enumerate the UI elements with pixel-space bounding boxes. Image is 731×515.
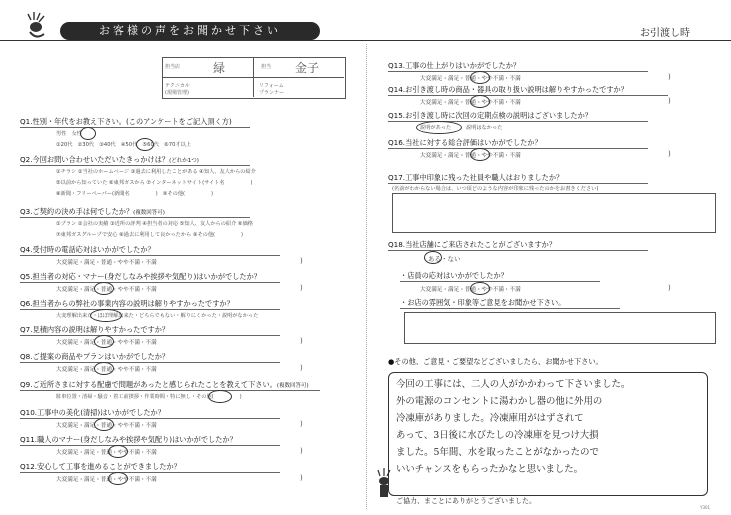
answer-circle: [424, 251, 442, 264]
rating-q4: 大変満足・満足・普通・やや不満・不満: [56, 260, 157, 266]
question-q1: Q1.性別・年代をお教え下さい。(このアンケートをご記入頂く方): [20, 117, 232, 126]
staff-label: 担当: [261, 64, 272, 70]
rating-q13: 大変満足・満足・普通・やや不満・不満: [420, 76, 521, 82]
answer-circle: [80, 127, 96, 140]
underline: [20, 418, 280, 419]
question-q13: Q13.工事の仕上がりはいかがでしたか？: [388, 61, 521, 70]
paren: ): [300, 284, 303, 292]
underline: [20, 165, 250, 166]
answer-circle: [470, 282, 490, 295]
answer-circle: [136, 138, 154, 151]
question-q12: Q12.安心して工事を進めることができましたか？: [20, 462, 181, 471]
underline: [388, 95, 668, 96]
comment-line: ました。5年間、水を取ったことがなかったので: [396, 447, 599, 458]
answer-circle: [470, 95, 490, 108]
answer-circle: [108, 472, 128, 485]
page-title: お客様の声をお聞かせ下さい: [60, 22, 320, 40]
store-value: 緑: [213, 61, 226, 75]
answer-circle: [94, 282, 114, 295]
underline: [400, 281, 600, 282]
paren: ): [300, 337, 303, 345]
question-q16: Q16.当社に対する総合評価はいかがでしたか？: [388, 138, 542, 147]
question-q18a: ・店員の応対はいかがでしたか？: [400, 271, 508, 280]
q3-options-2: ⑦東邦ガスグループで安心 ⑧過去に利用して良かったから ⑨その他( ): [56, 232, 244, 238]
underline: [20, 127, 250, 128]
store-label: 担当店: [165, 64, 181, 70]
rating-q7: 大変満足・満足・普通・やや不満・不満: [56, 340, 157, 346]
answer-circle: [94, 418, 114, 431]
question-q11: Q11.職人のマナー(身だしなみや挨拶や気配り)はいかがでしたか？: [20, 435, 237, 444]
paren: ): [668, 97, 671, 105]
comment-line: 今回の工事には、二人の人がかかわって下さいました。: [396, 379, 631, 390]
rating-q8: 大変満足・満足・普通・やや不満・不満: [56, 367, 157, 373]
underline: [388, 183, 648, 184]
handover-label: お引渡し時: [640, 28, 690, 39]
q15-no: 説明はなかった: [466, 125, 503, 131]
q9-options: 駐車位置・清掃・騒音・着工前挨拶・作業時間・特に無し・その他( ): [56, 394, 242, 400]
column-divider: [366, 44, 367, 509]
question-q8: Q8.ご提案の商品やプランはいかがでしたか？: [20, 352, 170, 361]
page-number: Y301: [700, 505, 711, 510]
paren: ): [300, 257, 303, 265]
underline: [20, 309, 280, 310]
answer-circle: [108, 445, 128, 458]
question-q7: Q7.見積内容の説明は解りやすかったですか？: [20, 325, 170, 334]
paren: ): [300, 474, 303, 482]
answer-circle: [470, 148, 490, 161]
question-q6: Q6.担当者からの弊社の事業内容の説明は解りやすかったですか？: [20, 299, 234, 308]
q6-options: 大変理解出来た・ほぼ理解出来た・どちらでもない・解りにくかった・説明がなかった: [56, 313, 259, 319]
rating-q14: 大変満足・満足・普通・やや不満・不満: [420, 100, 521, 106]
q18-options: ある・ない: [428, 255, 461, 263]
rating-q5: 大変満足・満足・普通・やや不満・不満: [56, 287, 157, 293]
question-q5: Q5.担当者の対応・マナー(身だしなみや挨拶や気配り)はいかがでしたか？: [20, 272, 261, 281]
rating-q16: 大変満足・満足・普通・やや不満・不満: [420, 153, 521, 159]
answer-circle: [94, 335, 114, 348]
underline: [388, 148, 648, 149]
underline: [20, 255, 280, 256]
deer-footer-icon: [372, 468, 396, 502]
other-comments-prompt: ●その他、ご意見・ご要望などございましたら、お聞かせ下さい。: [388, 357, 603, 366]
answer-circle: [94, 362, 114, 375]
paren: ): [668, 284, 671, 292]
rating-q18a: 大変満足・満足・普通・やや不満・不満: [420, 287, 521, 293]
underline: [388, 71, 648, 72]
q17-note: (名前がわからない場合は、いつ頃どのような内容が印象に残ったのかをお書きください): [392, 186, 599, 192]
underline: [388, 250, 648, 251]
thank-you-footer: ご協力、まことにありがとうございました。: [396, 497, 536, 505]
question-q3: Q3.ご契約の決め手は何でしたか？(複数回答可): [20, 207, 165, 216]
q15-yes: 説明があった: [420, 125, 452, 131]
question-q14: Q14.お引き渡し時の商品・器具の取り扱い説明は解りやすかったですか？: [388, 85, 628, 94]
comment-line: あって、3日後に水びたしの冷凍庫を見つけ大損: [396, 430, 599, 441]
rating-q12: 大変満足・満足・普通・やや不満・不満: [56, 477, 157, 483]
question-q4: Q4.受付時の電話応対はいかがでしたか？: [20, 245, 155, 254]
technical-label: テクニカル (現場管理): [165, 83, 190, 96]
underline: [20, 282, 280, 283]
q1-ages: ①20代 ②30代 ③40代 ④50代 ⑤60代 ⑥70才以上: [56, 142, 191, 148]
paren: ): [300, 364, 303, 372]
question-q18: Q18.当社店舗にご来店されたことがございますか？: [388, 240, 557, 249]
q2-options-3: ⑧新聞・フリーペーパー(新聞名 ) ⑨その他( ): [56, 191, 213, 197]
answer-circle: [470, 71, 490, 84]
paren: ): [300, 420, 303, 428]
paren: ): [300, 447, 303, 455]
staff-value: 金子: [295, 61, 320, 75]
comment-line: 外の電源のコンセントに湯わかし器の他に外用の: [396, 396, 603, 407]
underline: [20, 390, 320, 391]
q3-options-1: ①プラン ②会社の実績 ③近所の評判 ④担当者の対応 ⑤知人、友人からの紹介 ⑥価格: [56, 221, 253, 227]
underline: [20, 362, 280, 363]
paren: ): [668, 73, 671, 81]
answer-circle: [416, 121, 462, 134]
question-q15: Q15.お引き渡し時に次回の定期点検の説明はございましたか？: [388, 111, 592, 120]
answer-circle: [90, 309, 122, 322]
comment-line: いいチャンスをもらったかなと思いました。: [396, 464, 583, 475]
question-q17: Q17.工事中印象に残った社員や職人はおりましたか？: [388, 173, 564, 182]
q1-gender: 男性 女性: [56, 131, 82, 137]
underline: [400, 308, 620, 309]
planner-label: リフォーム プランナー: [259, 83, 285, 96]
question-q18b: ・お店の雰囲気・印象等ご意見をお聞かせ下さい。: [400, 298, 566, 307]
staff-info-box: [162, 57, 346, 99]
rating-q11: 大変満足・満足・普通・やや不満・不満: [56, 450, 157, 456]
question-q10: Q10.工事中の美化(清掃)はいかがでしたか？: [20, 408, 165, 417]
underline: [20, 217, 250, 218]
deer-logo-icon: [14, 10, 60, 44]
comment-line: 冷凍庫がありました。冷凍庫用がはずされて: [396, 413, 584, 424]
answer-circle: [208, 390, 232, 403]
info-col-divider: [253, 57, 254, 97]
paren: ): [668, 150, 671, 158]
q2-options-2: ⑤以前から知っていた ⑥東邦ガスから ⑦インターネットサイト(サイト名 ): [56, 180, 253, 186]
q18b-answer-box: [404, 312, 716, 344]
q17-answer-box: [392, 193, 716, 233]
underline: [20, 335, 280, 336]
q2-options-1: ①チラシ ②当社のホームページ ③過去に利用したことがある ④知人、友人からの紹介: [56, 169, 256, 175]
question-q2: Q2.今回お問い合わせいただいたきっかけは？(どれか1つ): [20, 155, 199, 164]
rating-q10: 大変満足・満足・普通・やや不満・不満: [56, 423, 157, 429]
header-divider: [0, 40, 731, 41]
underline: [20, 445, 280, 446]
underline: [20, 472, 280, 473]
question-q9: Q9.ご近所さまに対する配慮で問題があったと感じられたことを教えて下さい。(複数回答可): [20, 380, 309, 389]
